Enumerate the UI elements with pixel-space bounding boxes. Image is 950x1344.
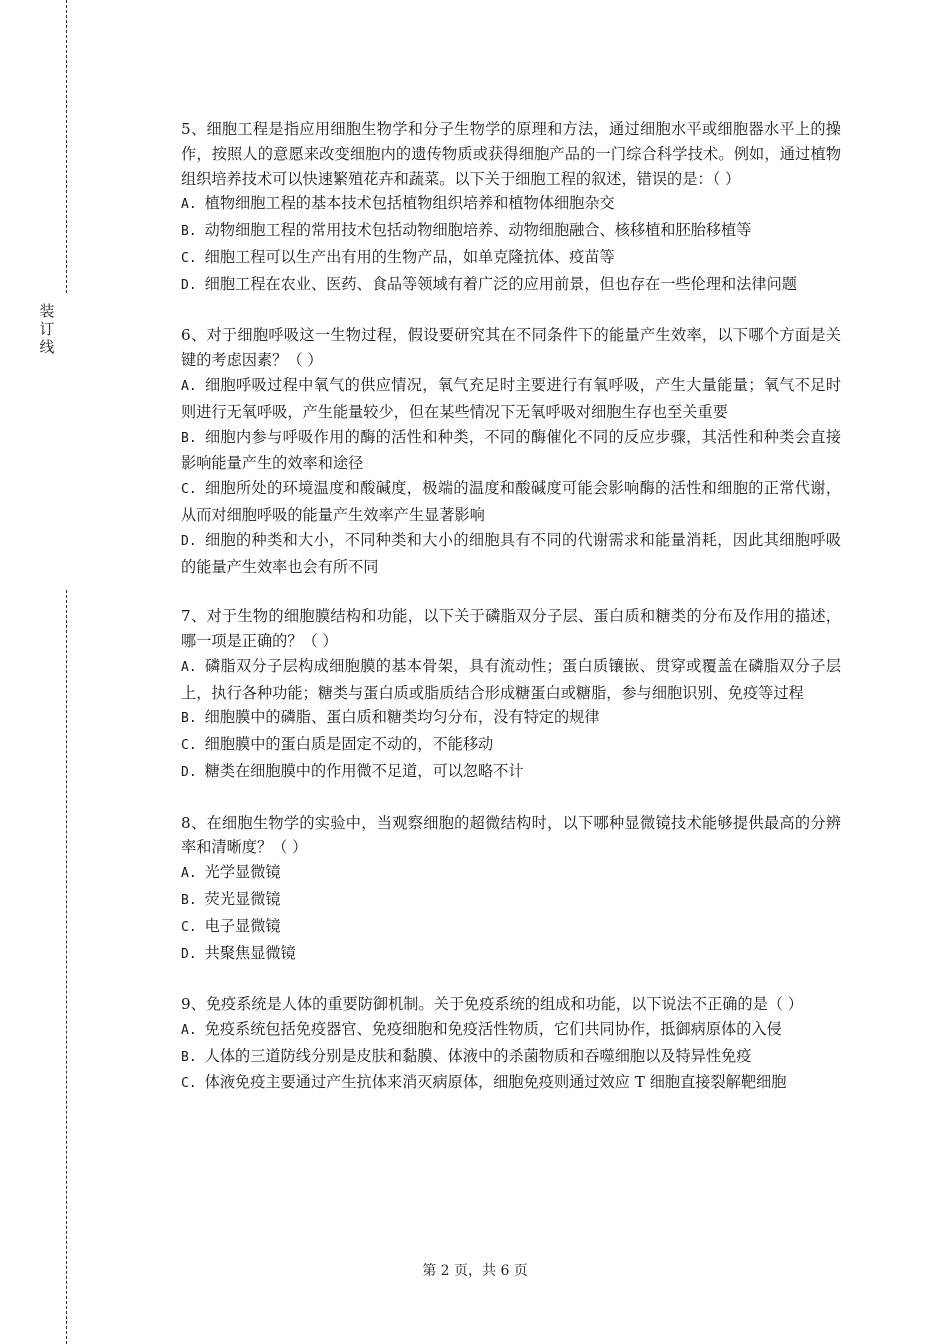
option-letter: A. <box>181 659 197 675</box>
option-letter: D. <box>181 764 197 780</box>
option-text: 细胞呼吸过程中氧气的供应情况，氧气充足时主要进行有氧呼吸，产生大量能量；氧气不足时则进行无氧呼吸，产生能量较少，但在某些情况下无氧呼吸对细胞生存也至关重要 <box>181 375 841 421</box>
question-9 <box>181 992 841 1097</box>
option-letter: B. <box>181 892 197 908</box>
binding-label <box>37 302 57 356</box>
option-a <box>181 191 841 218</box>
option-text: 体液免疫主要通过产生抗体来消灭病原体，细胞免疫则通过效应 T 细胞直接裂解靶细胞 <box>204 1073 787 1092</box>
option-text: 细胞膜中的磷脂、蛋白质和糖类均匀分布，没有特定的规律 <box>204 708 600 727</box>
option-a <box>181 373 841 425</box>
option-a <box>181 860 841 887</box>
option-c <box>181 1070 841 1097</box>
binding-dashed-line-bottom <box>66 590 67 1344</box>
option-letter: A. <box>181 866 197 882</box>
option-text: 共聚焦显微镜 <box>204 943 296 962</box>
option-letter: C. <box>181 482 197 498</box>
option-letter: B. <box>181 1049 197 1065</box>
option-letter: A. <box>181 378 197 394</box>
binding-dashed-line-top <box>66 0 67 293</box>
option-text: 细胞膜中的蛋白质是固定不动的，不能移动 <box>204 735 494 754</box>
option-text: 糖类在细胞膜中的作用微不足道，可以忽略不计 <box>204 761 524 780</box>
option-d <box>181 272 841 299</box>
questions-area <box>181 117 841 1122</box>
question-stem: 6、对于细胞呼吸这一生物过程，假设要研究其在不同条件下的能量产生效率，以下哪个方面是关键的考虑因素？（ ） <box>181 326 841 370</box>
option-d <box>181 528 841 580</box>
question-stem: 8、在细胞生物学的实验中，当观察细胞的超微结构时，以下哪种显微镜技术能够提供最高的分辨率和清晰度？（ ） <box>181 813 841 857</box>
question-stem: 7、对于生物的细胞膜结构和功能，以下关于磷脂双分子层、蛋白质和糖类的分布及作用的描述，哪一项是正确的？（ ） <box>181 607 841 650</box>
option-text: 动物细胞工程的常用技术包括动物细胞培养、动物细胞融合、核移植和胚胎移植等 <box>204 221 752 240</box>
option-letter: D. <box>181 946 197 962</box>
option-letter: A. <box>181 197 197 213</box>
option-b <box>181 218 841 245</box>
option-c <box>181 476 841 528</box>
option-letter: B. <box>181 711 197 727</box>
option-text: 细胞内参与呼吸作用的酶的活性和种类，不同的酶催化不同的反应步骤，其活性和种类会直接影响能量产生的效率和途径 <box>181 427 841 473</box>
option-b <box>181 705 841 732</box>
option-a <box>181 654 841 706</box>
option-text: 细胞工程在农业、医药、食品等领域有着广泛的应用前景，但也存在一些伦理和法律问题 <box>204 274 797 293</box>
question-7 <box>181 604 841 786</box>
binding-char: 装 <box>39 302 55 320</box>
option-text: 植物细胞工程的基本技术包括植物组织培养和植物体细胞杂交 <box>204 194 615 213</box>
option-letter: C. <box>181 1076 197 1092</box>
option-text: 细胞所处的环境温度和酸碱度，极端的温度和酸碱度可能会影响酶的活性和细胞的正常代谢，从而对细胞呼吸的能量产生效率产生显著影响 <box>181 479 841 524</box>
question-5 <box>181 117 841 299</box>
option-letter: B. <box>181 224 197 240</box>
option-text: 免疫系统包括免疫器官、免疫细胞和免疫活性物质，它们共同协作，抵御病原体的入侵 <box>204 1019 782 1038</box>
option-letter: D. <box>181 533 197 549</box>
option-c <box>181 914 841 941</box>
page-footer: 第 2 页，共 6 页 <box>422 1263 528 1279</box>
option-b <box>181 425 841 477</box>
option-letter: C. <box>181 738 197 754</box>
option-c <box>181 245 841 272</box>
option-text: 细胞工程可以生产出有用的生物产品，如单克隆抗体、疫苗等 <box>204 247 615 266</box>
option-letter: C. <box>181 250 197 266</box>
option-text: 人体的三道防线分别是皮肤和黏膜、体液中的杀菌物质和吞噬细胞以及特异性免疫 <box>204 1046 752 1065</box>
option-b <box>181 1044 841 1071</box>
option-d <box>181 759 841 786</box>
option-d <box>181 941 841 968</box>
option-letter: B. <box>181 430 197 446</box>
option-text: 荧光显微镜 <box>204 889 281 908</box>
option-text: 电子显微镜 <box>204 916 281 935</box>
question-stem: 5、细胞工程是指应用细胞生物学和分子生物学的原理和方法，通过细胞水平或细胞器水平上的操作，按照人的意愿来改变细胞内的遗传物质或获得细胞产品的一门综合科学技术。例如，通过植物组织培养技术可以快速繁殖花卉和蔬菜。以下关于细胞工程的叙述，错误的是：（ ） <box>181 120 841 188</box>
question-6 <box>181 323 841 579</box>
option-letter: C. <box>181 919 197 935</box>
question-8 <box>181 811 841 968</box>
option-text: 磷脂双分子层构成细胞膜的基本骨架，具有流动性；蛋白质镶嵌、贯穿或覆盖在磷脂双分子层上，执行各种功能；糖类与蛋白质或脂质结合形成糖蛋白或糖脂，参与细胞识别、免疫等过程 <box>181 656 841 702</box>
binding-char: 线 <box>39 338 55 356</box>
option-letter: D. <box>181 277 197 293</box>
option-letter: A. <box>181 1022 197 1038</box>
binding-char: 订 <box>39 320 55 338</box>
option-b <box>181 887 841 914</box>
option-a <box>181 1017 841 1044</box>
question-stem: 9、免疫系统是人体的重要防御机制。关于免疫系统的组成和功能，以下说法不正确的是（ ） <box>181 995 803 1014</box>
option-text: 细胞的种类和大小，不同种类和大小的细胞具有不同的代谢需求和能量消耗，因此其细胞呼吸的能量产生效率也会有所不同 <box>181 530 841 576</box>
option-c <box>181 732 841 759</box>
option-text: 光学显微镜 <box>204 863 281 882</box>
